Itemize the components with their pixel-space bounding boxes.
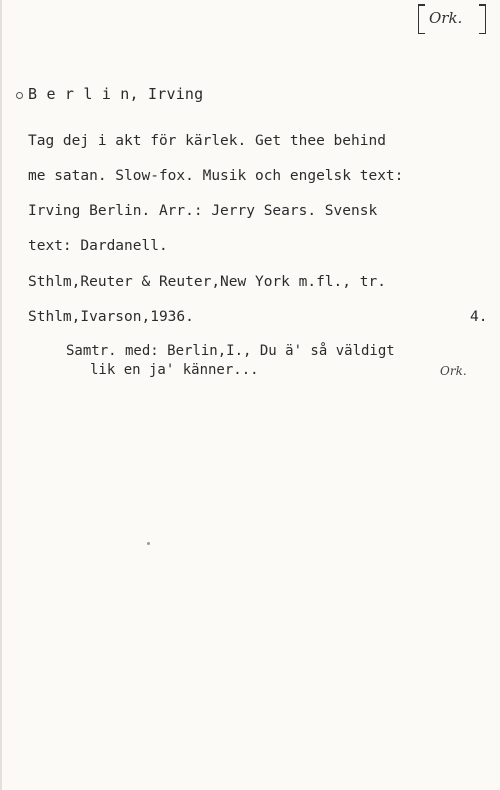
body-line-3: Irving Berlin. Arr.: Jerry Sears. Svensk — [28, 203, 378, 219]
body-line-6: Sthlm,Ivarson,1936. — [28, 309, 194, 325]
ink-speck — [147, 542, 150, 545]
bullet-circle-icon — [16, 92, 23, 99]
note-line-1: Samtr. med: Berlin,I., Du ä' så väldigt — [66, 343, 395, 359]
note-line-2: lik en ja' känner... — [90, 362, 259, 378]
stamp-box — [418, 4, 486, 34]
body-line-4: text: Dardanell. — [28, 238, 168, 254]
body-line-5: Sthlm,Reuter & Reuter,New York m.fl., tr. — [28, 274, 386, 290]
card-heading: B e r l i n, Irving — [28, 85, 204, 103]
stamp-text: Ork. — [429, 9, 463, 27]
handwritten-initials: Ork. — [440, 364, 467, 378]
body-line-2: me satan. Slow-fox. Musik och engelsk text: — [28, 168, 404, 184]
item-number: 4. — [470, 309, 488, 325]
card-edge — [0, 0, 2, 790]
body-line-1: Tag dej i akt för kärlek. Get thee behind — [28, 133, 386, 149]
